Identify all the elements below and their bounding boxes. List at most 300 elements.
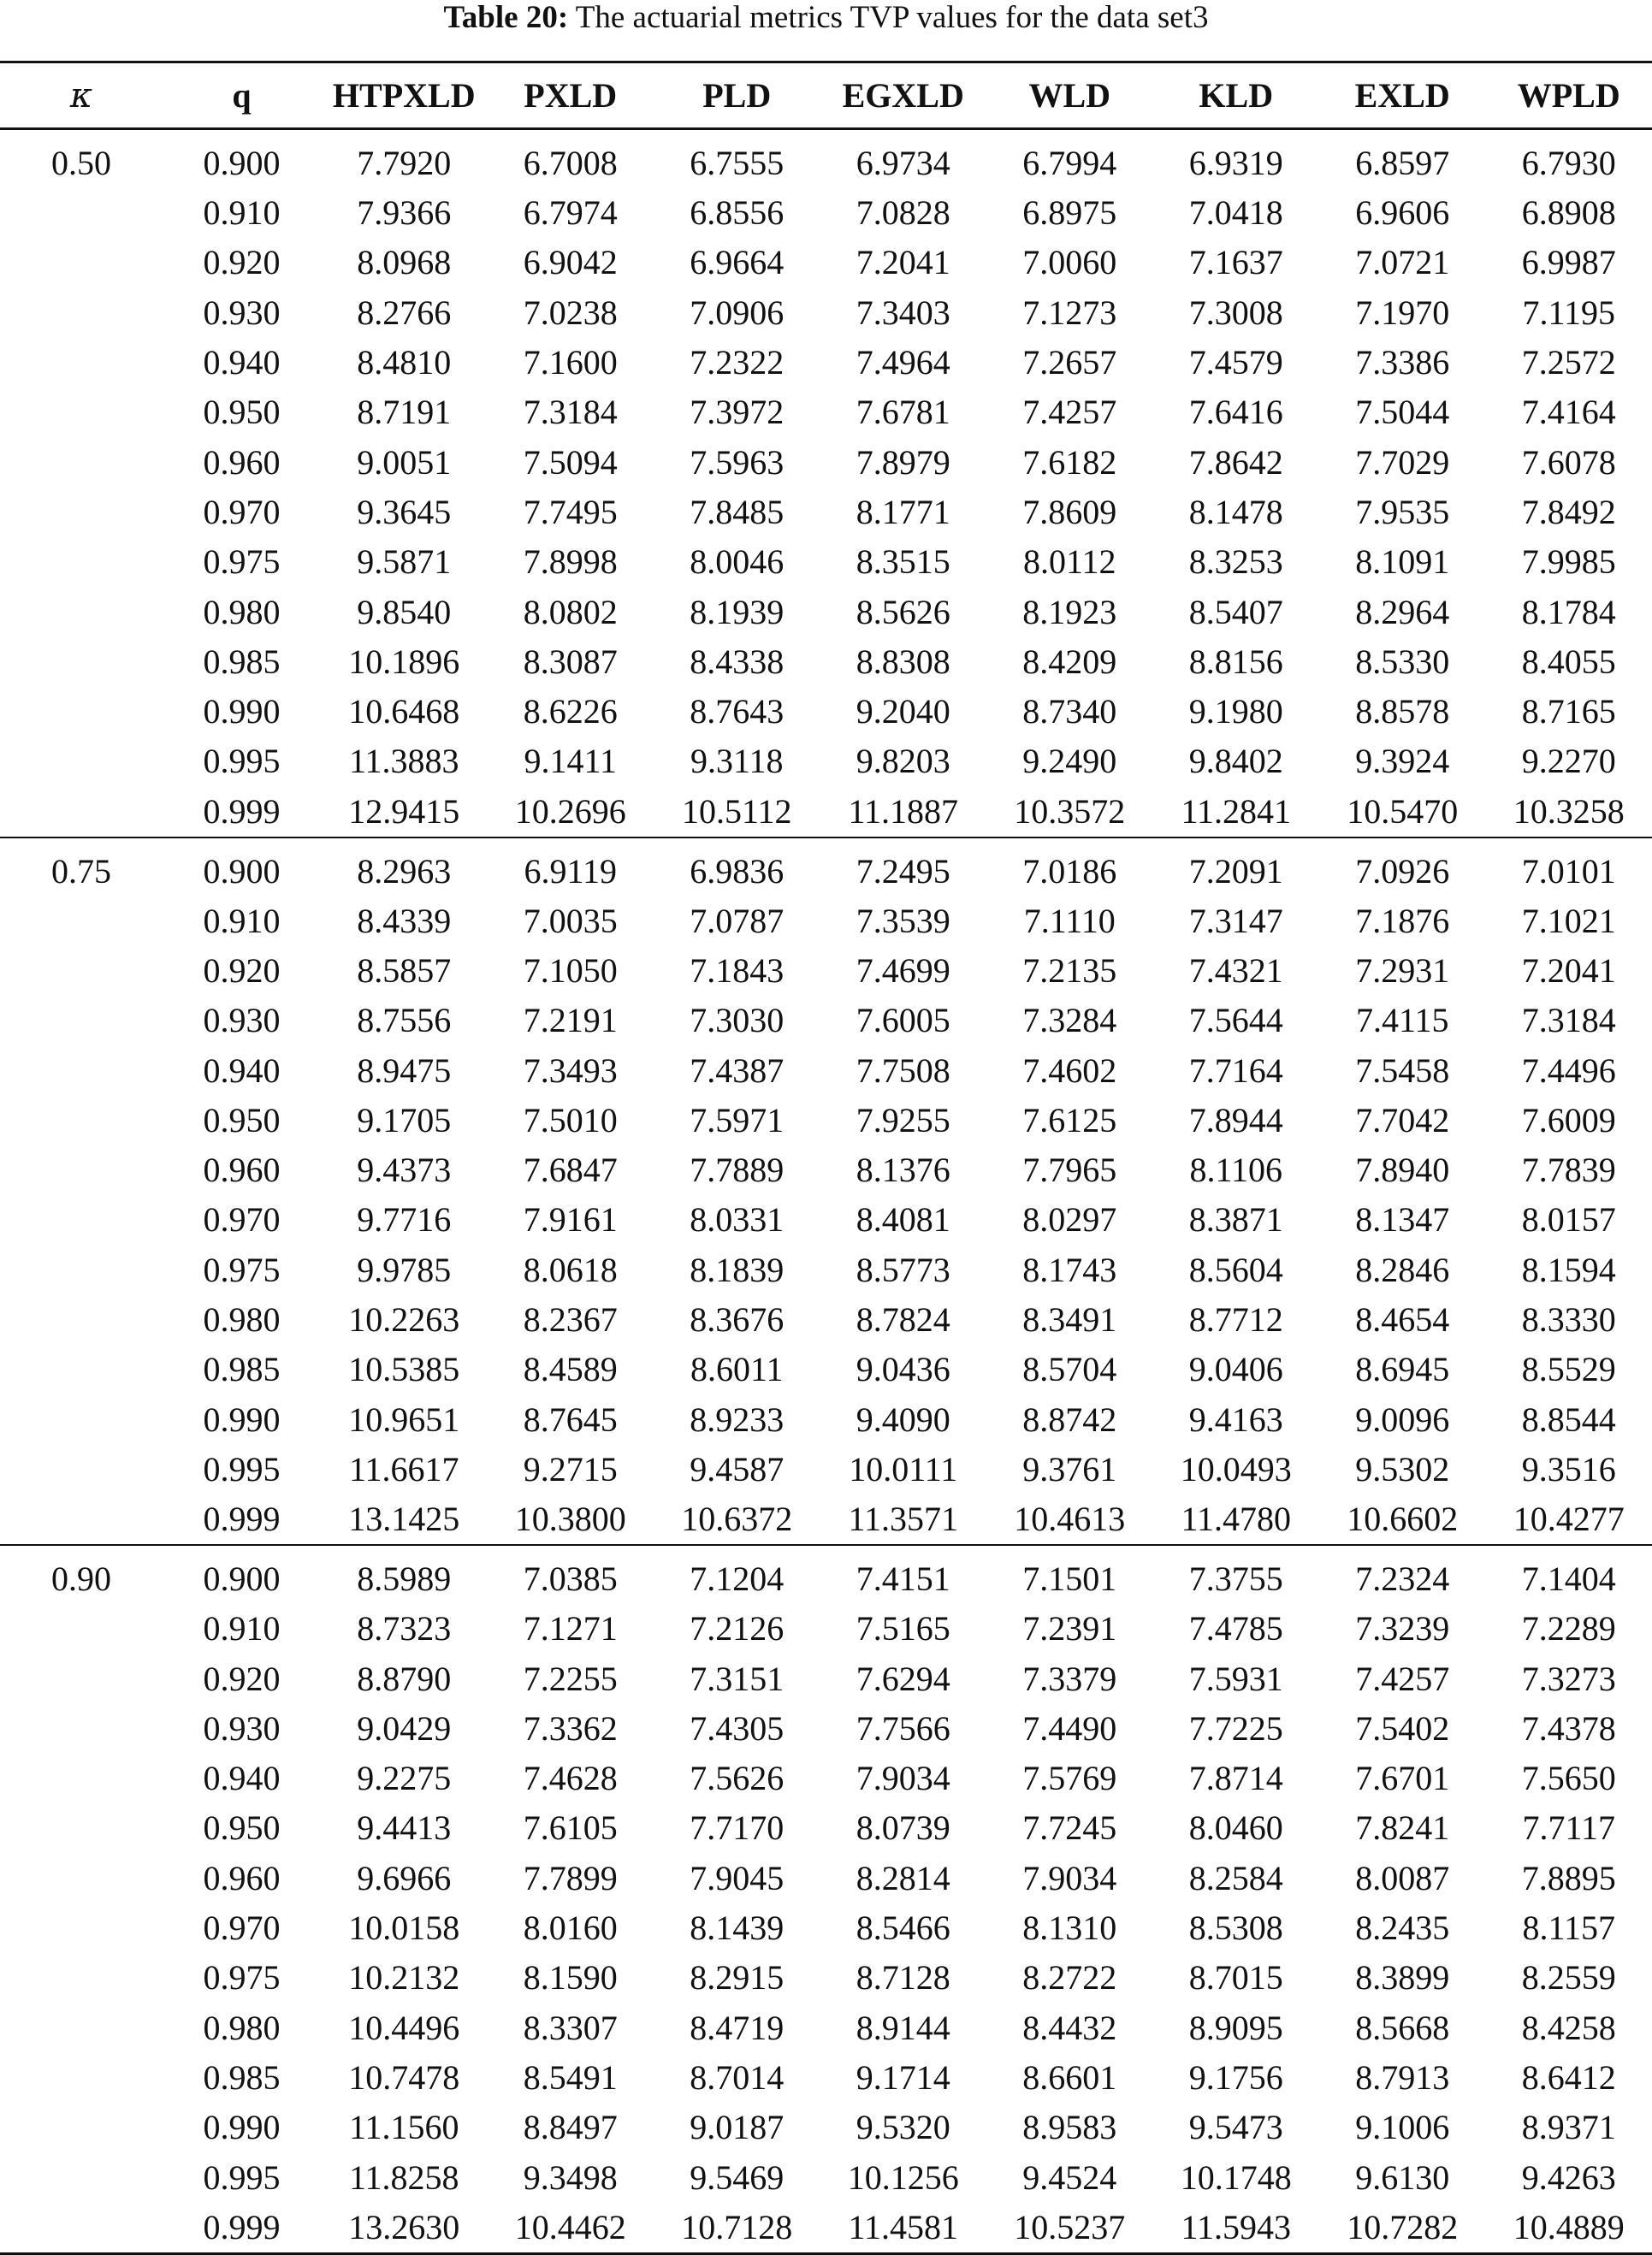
table-row <box>0 837 1652 897</box>
value-cell: 7.9535 <box>1319 488 1486 537</box>
value-cell: 7.3273 <box>1486 1654 1652 1703</box>
value-cell: 8.3515 <box>820 537 987 587</box>
value-cell: 7.2931 <box>1319 946 1486 996</box>
kappa-cell <box>0 737 163 786</box>
value-cell: 10.5237 <box>986 2203 1153 2254</box>
value-cell: 8.1157 <box>1486 1903 1652 1953</box>
table-row <box>0 338 1652 388</box>
value-cell: 13.1425 <box>321 1494 488 1545</box>
value-cell: 7.7225 <box>1153 1704 1320 1754</box>
q-cell: 0.930 <box>163 1704 321 1754</box>
header-kld: KLD <box>1153 62 1320 129</box>
kappa-cell <box>0 1754 163 1803</box>
value-cell: 7.4257 <box>986 388 1153 437</box>
value-cell: 7.4602 <box>986 1045 1153 1095</box>
value-cell: 7.2324 <box>1319 1545 1486 1604</box>
value-cell: 6.7974 <box>488 188 654 238</box>
value-cell: 10.5470 <box>1319 787 1486 837</box>
value-cell: 9.1980 <box>1153 687 1320 737</box>
table-caption <box>0 0 1652 36</box>
q-cell: 0.980 <box>163 587 321 636</box>
value-cell: 7.1195 <box>1486 288 1652 338</box>
value-cell: 7.2126 <box>654 1604 820 1654</box>
value-cell: 10.7478 <box>321 2053 488 2103</box>
value-cell: 9.1006 <box>1319 2103 1486 2152</box>
q-cell: 0.960 <box>163 437 321 487</box>
value-cell: 9.2275 <box>321 1754 488 1803</box>
table-row <box>0 1545 1652 1604</box>
value-cell: 6.8597 <box>1319 129 1486 189</box>
value-cell: 9.5320 <box>820 2103 987 2152</box>
value-cell: 7.4115 <box>1319 996 1486 1045</box>
value-cell: 7.3972 <box>654 388 820 437</box>
value-cell: 8.5773 <box>820 1246 987 1295</box>
table-row <box>0 188 1652 238</box>
value-cell: 9.8402 <box>1153 737 1320 786</box>
value-cell: 7.1843 <box>654 946 820 996</box>
kappa-cell <box>0 238 163 287</box>
value-cell: 8.3307 <box>488 2003 654 2053</box>
value-cell: 6.7994 <box>986 129 1153 189</box>
value-cell: 8.4258 <box>1486 2003 1652 2053</box>
value-cell: 7.4496 <box>1486 1045 1652 1095</box>
table-row <box>0 1096 1652 1145</box>
value-cell: 7.6294 <box>820 1654 987 1703</box>
kappa-cell <box>0 587 163 636</box>
value-cell: 8.5308 <box>1153 1903 1320 1953</box>
value-cell: 7.1204 <box>654 1545 820 1604</box>
value-cell: 8.1939 <box>654 587 820 636</box>
value-cell: 7.5010 <box>488 1096 654 1145</box>
kappa-cell <box>0 1803 163 1853</box>
value-cell: 7.1501 <box>986 1545 1153 1604</box>
value-cell: 7.3239 <box>1319 1604 1486 1654</box>
value-cell: 8.2915 <box>654 1953 820 2003</box>
value-cell: 9.5473 <box>1153 2103 1320 2152</box>
kappa-cell <box>0 2203 163 2254</box>
value-cell: 10.0158 <box>321 1903 488 1953</box>
q-cell: 0.980 <box>163 1295 321 1345</box>
value-cell: 8.1376 <box>820 1145 987 1195</box>
kappa-cell <box>0 1195 163 1245</box>
value-cell: 6.7008 <box>488 129 654 189</box>
kappa-cell <box>0 537 163 587</box>
value-cell: 8.9095 <box>1153 2003 1320 2053</box>
value-cell: 7.4164 <box>1486 388 1652 437</box>
table-row <box>0 2053 1652 2103</box>
value-cell: 8.0802 <box>488 587 654 636</box>
value-cell: 7.3008 <box>1153 288 1320 338</box>
table-row <box>0 2203 1652 2254</box>
value-cell: 6.7555 <box>654 129 820 189</box>
value-cell: 7.8492 <box>1486 488 1652 537</box>
table-row <box>0 1953 1652 2003</box>
table-row <box>0 1246 1652 1295</box>
q-cell: 0.980 <box>163 2003 321 2053</box>
value-cell: 7.1050 <box>488 946 654 996</box>
value-cell: 7.0060 <box>986 238 1153 287</box>
q-cell: 0.985 <box>163 2053 321 2103</box>
value-cell: 8.8544 <box>1486 1395 1652 1445</box>
value-cell: 9.5302 <box>1319 1445 1486 1494</box>
value-cell: 8.1106 <box>1153 1145 1320 1195</box>
kappa-group <box>0 129 1652 837</box>
kappa-cell <box>0 2152 163 2202</box>
kappa-cell <box>0 996 163 1045</box>
value-cell: 7.9255 <box>820 1096 987 1145</box>
q-cell: 0.995 <box>163 1445 321 1494</box>
q-cell: 0.990 <box>163 687 321 737</box>
q-cell: 0.970 <box>163 488 321 537</box>
table-row <box>0 1445 1652 1494</box>
value-cell: 7.5165 <box>820 1604 987 1654</box>
value-cell: 8.0160 <box>488 1903 654 1953</box>
value-cell: 8.8308 <box>820 637 987 687</box>
value-cell: 7.3147 <box>1153 897 1320 946</box>
value-cell: 7.6781 <box>820 388 987 437</box>
table-row <box>0 288 1652 338</box>
q-cell: 0.910 <box>163 897 321 946</box>
value-cell: 8.3253 <box>1153 537 1320 587</box>
q-cell: 0.900 <box>163 837 321 897</box>
value-cell: 7.2391 <box>986 1604 1153 1654</box>
table-row <box>0 737 1652 786</box>
value-cell: 8.9475 <box>321 1045 488 1095</box>
value-cell: 7.7495 <box>488 488 654 537</box>
value-cell: 11.4780 <box>1153 1494 1320 1545</box>
kappa-cell <box>0 1345 163 1394</box>
value-cell: 7.2495 <box>820 837 987 897</box>
value-cell: 7.7889 <box>654 1145 820 1195</box>
value-cell: 8.7014 <box>654 2053 820 2103</box>
value-cell: 8.5466 <box>820 1903 987 1953</box>
kappa-cell: 0.75 <box>0 837 163 897</box>
value-cell: 8.9583 <box>986 2103 1153 2152</box>
value-cell: 6.8556 <box>654 188 820 238</box>
value-cell: 7.3184 <box>1486 996 1652 1045</box>
table-row <box>0 2103 1652 2152</box>
value-cell: 8.4432 <box>986 2003 1153 2053</box>
kappa-cell <box>0 1854 163 1903</box>
value-cell: 8.5989 <box>321 1545 488 1604</box>
q-cell: 0.900 <box>163 1545 321 1604</box>
value-cell: 7.9045 <box>654 1854 820 1903</box>
value-cell: 8.8497 <box>488 2103 654 2152</box>
value-cell: 7.2091 <box>1153 837 1320 897</box>
value-cell: 7.3379 <box>986 1654 1153 1703</box>
q-cell: 0.960 <box>163 1854 321 1903</box>
value-cell: 9.4163 <box>1153 1395 1320 1445</box>
value-cell: 7.5094 <box>488 437 654 487</box>
value-cell: 7.0906 <box>654 288 820 338</box>
header-kappa: κ <box>0 62 163 129</box>
value-cell: 9.4263 <box>1486 2152 1652 2202</box>
value-cell: 8.3871 <box>1153 1195 1320 1245</box>
value-cell: 11.8258 <box>321 2152 488 2202</box>
kappa-cell <box>0 188 163 238</box>
value-cell: 8.5529 <box>1486 1345 1652 1394</box>
value-cell: 8.9233 <box>654 1395 820 1445</box>
q-cell: 0.940 <box>163 338 321 388</box>
value-cell: 7.3030 <box>654 996 820 1045</box>
value-cell: 11.5943 <box>1153 2203 1320 2254</box>
table-row <box>0 996 1652 1045</box>
value-cell: 8.6011 <box>654 1345 820 1394</box>
value-cell: 8.5626 <box>820 587 987 636</box>
value-cell: 8.3676 <box>654 1295 820 1345</box>
value-cell: 7.4964 <box>820 338 987 388</box>
value-cell: 7.1110 <box>986 897 1153 946</box>
value-cell: 6.9119 <box>488 837 654 897</box>
value-cell: 8.4589 <box>488 1345 654 1394</box>
kappa-group <box>0 1545 1652 2253</box>
q-cell: 0.999 <box>163 787 321 837</box>
value-cell: 7.3151 <box>654 1654 820 1703</box>
value-cell: 9.2715 <box>488 1445 654 1494</box>
value-cell: 7.3386 <box>1319 338 1486 388</box>
value-cell: 7.5458 <box>1319 1045 1486 1095</box>
value-cell: 7.0186 <box>986 837 1153 897</box>
value-cell: 11.2841 <box>1153 787 1320 837</box>
value-cell: 8.7556 <box>321 996 488 1045</box>
kappa-cell <box>0 897 163 946</box>
q-cell: 0.920 <box>163 1654 321 1703</box>
table-row <box>0 2003 1652 2053</box>
value-cell: 11.4581 <box>820 2203 987 2254</box>
value-cell: 7.8940 <box>1319 1145 1486 1195</box>
kappa-cell <box>0 288 163 338</box>
value-cell: 7.4785 <box>1153 1604 1320 1654</box>
table-row <box>0 637 1652 687</box>
value-cell: 8.3330 <box>1486 1295 1652 1345</box>
value-cell: 8.5704 <box>986 1345 1153 1394</box>
value-cell: 7.1600 <box>488 338 654 388</box>
table-row <box>0 1704 1652 1754</box>
value-cell: 7.1637 <box>1153 238 1320 287</box>
value-cell: 6.9042 <box>488 238 654 287</box>
kappa-group <box>0 837 1652 1546</box>
value-cell: 10.2263 <box>321 1295 488 1345</box>
value-cell: 7.2657 <box>986 338 1153 388</box>
q-cell: 0.960 <box>163 1145 321 1195</box>
value-cell: 8.1347 <box>1319 1195 1486 1245</box>
value-cell: 7.7566 <box>820 1704 987 1754</box>
value-cell: 6.8975 <box>986 188 1153 238</box>
value-cell: 7.8944 <box>1153 1096 1320 1145</box>
value-cell: 7.8998 <box>488 537 654 587</box>
value-cell: 7.1021 <box>1486 897 1652 946</box>
value-cell: 10.4889 <box>1486 2203 1652 2254</box>
value-cell: 11.3883 <box>321 737 488 786</box>
value-cell: 9.4090 <box>820 1395 987 1445</box>
value-cell: 8.5330 <box>1319 637 1486 687</box>
value-cell: 7.0238 <box>488 288 654 338</box>
value-cell: 10.7128 <box>654 2203 820 2254</box>
value-cell: 7.5769 <box>986 1754 1153 1803</box>
value-cell: 9.5871 <box>321 537 488 587</box>
value-cell: 7.1273 <box>986 288 1153 338</box>
kappa-cell <box>0 2103 163 2152</box>
value-cell: 8.3899 <box>1319 1953 1486 2003</box>
value-cell: 7.0721 <box>1319 238 1486 287</box>
value-cell: 8.7191 <box>321 388 488 437</box>
table-row <box>0 1295 1652 1345</box>
value-cell: 7.6182 <box>986 437 1153 487</box>
value-cell: 9.1714 <box>820 2053 987 2103</box>
value-cell: 7.8241 <box>1319 1803 1486 1853</box>
value-cell: 8.6412 <box>1486 2053 1652 2103</box>
value-cell: 9.4413 <box>321 1803 488 1853</box>
table-header <box>0 62 1652 129</box>
value-cell: 8.1091 <box>1319 537 1486 587</box>
value-cell: 11.3571 <box>820 1494 987 1545</box>
value-cell: 9.3498 <box>488 2152 654 2202</box>
value-cell: 9.4587 <box>654 1445 820 1494</box>
value-cell: 7.5626 <box>654 1754 820 1803</box>
value-cell: 9.3516 <box>1486 1445 1652 1494</box>
value-cell: 7.2041 <box>1486 946 1652 996</box>
value-cell: 8.6226 <box>488 687 654 737</box>
kappa-cell <box>0 687 163 737</box>
kappa-cell <box>0 1246 163 1295</box>
q-cell: 0.975 <box>163 1953 321 2003</box>
value-cell: 8.8790 <box>321 1654 488 1703</box>
q-cell: 0.995 <box>163 737 321 786</box>
value-cell: 8.4719 <box>654 2003 820 2053</box>
value-cell: 7.6416 <box>1153 388 1320 437</box>
value-cell: 7.4699 <box>820 946 987 996</box>
q-cell: 0.940 <box>163 1045 321 1095</box>
value-cell: 10.7282 <box>1319 2203 1486 2254</box>
value-cell: 7.4257 <box>1319 1654 1486 1703</box>
value-cell: 8.0618 <box>488 1246 654 1295</box>
value-cell: 7.0787 <box>654 897 820 946</box>
value-cell: 9.8540 <box>321 587 488 636</box>
q-cell: 0.950 <box>163 1803 321 1853</box>
value-cell: 7.4305 <box>654 1704 820 1754</box>
value-cell: 10.4496 <box>321 2003 488 2053</box>
value-cell: 10.0493 <box>1153 1445 1320 1494</box>
caption-label: Table 20: <box>444 0 569 35</box>
value-cell: 8.0739 <box>820 1803 987 1853</box>
value-cell: 7.0418 <box>1153 188 1320 238</box>
value-cell: 8.1743 <box>986 1246 1153 1295</box>
value-cell: 7.6105 <box>488 1803 654 1853</box>
kappa-cell <box>0 1395 163 1445</box>
value-cell: 7.4151 <box>820 1545 987 1604</box>
table-row <box>0 1494 1652 1545</box>
value-cell: 7.3755 <box>1153 1545 1320 1604</box>
value-cell: 9.6966 <box>321 1854 488 1903</box>
header-q: q <box>163 62 321 129</box>
table-row <box>0 1654 1652 1703</box>
value-cell: 9.2040 <box>820 687 987 737</box>
value-cell: 8.4338 <box>654 637 820 687</box>
value-cell: 9.0406 <box>1153 1345 1320 1394</box>
kappa-cell <box>0 1096 163 1145</box>
value-cell: 8.4654 <box>1319 1295 1486 1345</box>
value-cell: 8.7340 <box>986 687 1153 737</box>
value-cell: 7.7899 <box>488 1854 654 1903</box>
kappa-cell <box>0 338 163 388</box>
value-cell: 7.3362 <box>488 1704 654 1754</box>
table-row <box>0 1754 1652 1803</box>
value-cell: 7.4490 <box>986 1704 1153 1754</box>
value-cell: 8.1784 <box>1486 587 1652 636</box>
q-cell: 0.975 <box>163 1246 321 1295</box>
value-cell: 8.7015 <box>1153 1953 1320 2003</box>
header-egxld: EGXLD <box>820 62 987 129</box>
kappa-cell <box>0 1295 163 1345</box>
value-cell: 8.2367 <box>488 1295 654 1345</box>
value-cell: 8.0968 <box>321 238 488 287</box>
q-cell: 0.995 <box>163 2152 321 2202</box>
value-cell: 7.5650 <box>1486 1754 1652 1803</box>
kappa-cell <box>0 488 163 537</box>
value-cell: 8.0112 <box>986 537 1153 587</box>
kappa-cell <box>0 1953 163 2003</box>
value-cell: 8.0046 <box>654 537 820 587</box>
value-cell: 11.6617 <box>321 1445 488 1494</box>
table-row <box>0 1903 1652 1953</box>
kappa-cell <box>0 1903 163 1953</box>
value-cell: 8.2963 <box>321 837 488 897</box>
value-cell: 6.9987 <box>1486 238 1652 287</box>
value-cell: 9.2490 <box>986 737 1153 786</box>
value-cell: 8.1439 <box>654 1903 820 1953</box>
value-cell: 7.7839 <box>1486 1145 1652 1195</box>
value-cell: 7.3403 <box>820 288 987 338</box>
q-cell: 0.999 <box>163 1494 321 1545</box>
value-cell: 6.9606 <box>1319 188 1486 238</box>
value-cell: 8.1590 <box>488 1953 654 2003</box>
header-htpxld: HTPXLD <box>321 62 488 129</box>
table-row <box>0 488 1652 537</box>
value-cell: 7.6009 <box>1486 1096 1652 1145</box>
header-wld: WLD <box>986 62 1153 129</box>
value-cell: 8.0297 <box>986 1195 1153 1245</box>
value-cell: 7.2255 <box>488 1654 654 1703</box>
value-cell: 10.2696 <box>488 787 654 837</box>
value-cell: 7.5963 <box>654 437 820 487</box>
table-row <box>0 1195 1652 1245</box>
value-cell: 8.6601 <box>986 2053 1153 2103</box>
q-cell: 0.910 <box>163 1604 321 1654</box>
header-pxld: PXLD <box>488 62 654 129</box>
kappa-cell <box>0 946 163 996</box>
value-cell: 7.2191 <box>488 996 654 1045</box>
kappa-cell <box>0 1494 163 1545</box>
kappa-cell <box>0 2053 163 2103</box>
value-cell: 8.4810 <box>321 338 488 388</box>
q-cell: 0.900 <box>163 129 321 189</box>
value-cell: 10.6468 <box>321 687 488 737</box>
value-cell: 7.0035 <box>488 897 654 946</box>
value-cell: 8.6945 <box>1319 1345 1486 1394</box>
value-cell: 9.9785 <box>321 1246 488 1295</box>
header-pld: PLD <box>654 62 820 129</box>
value-cell: 9.6130 <box>1319 2152 1486 2202</box>
value-cell: 9.1705 <box>321 1096 488 1145</box>
value-cell: 7.7965 <box>986 1145 1153 1195</box>
value-cell: 8.5857 <box>321 946 488 996</box>
value-cell: 9.0096 <box>1319 1395 1486 1445</box>
value-cell: 8.9371 <box>1486 2103 1652 2152</box>
q-cell: 0.985 <box>163 637 321 687</box>
value-cell: 7.2572 <box>1486 338 1652 388</box>
kappa-cell <box>0 1145 163 1195</box>
value-cell: 8.1594 <box>1486 1246 1652 1295</box>
